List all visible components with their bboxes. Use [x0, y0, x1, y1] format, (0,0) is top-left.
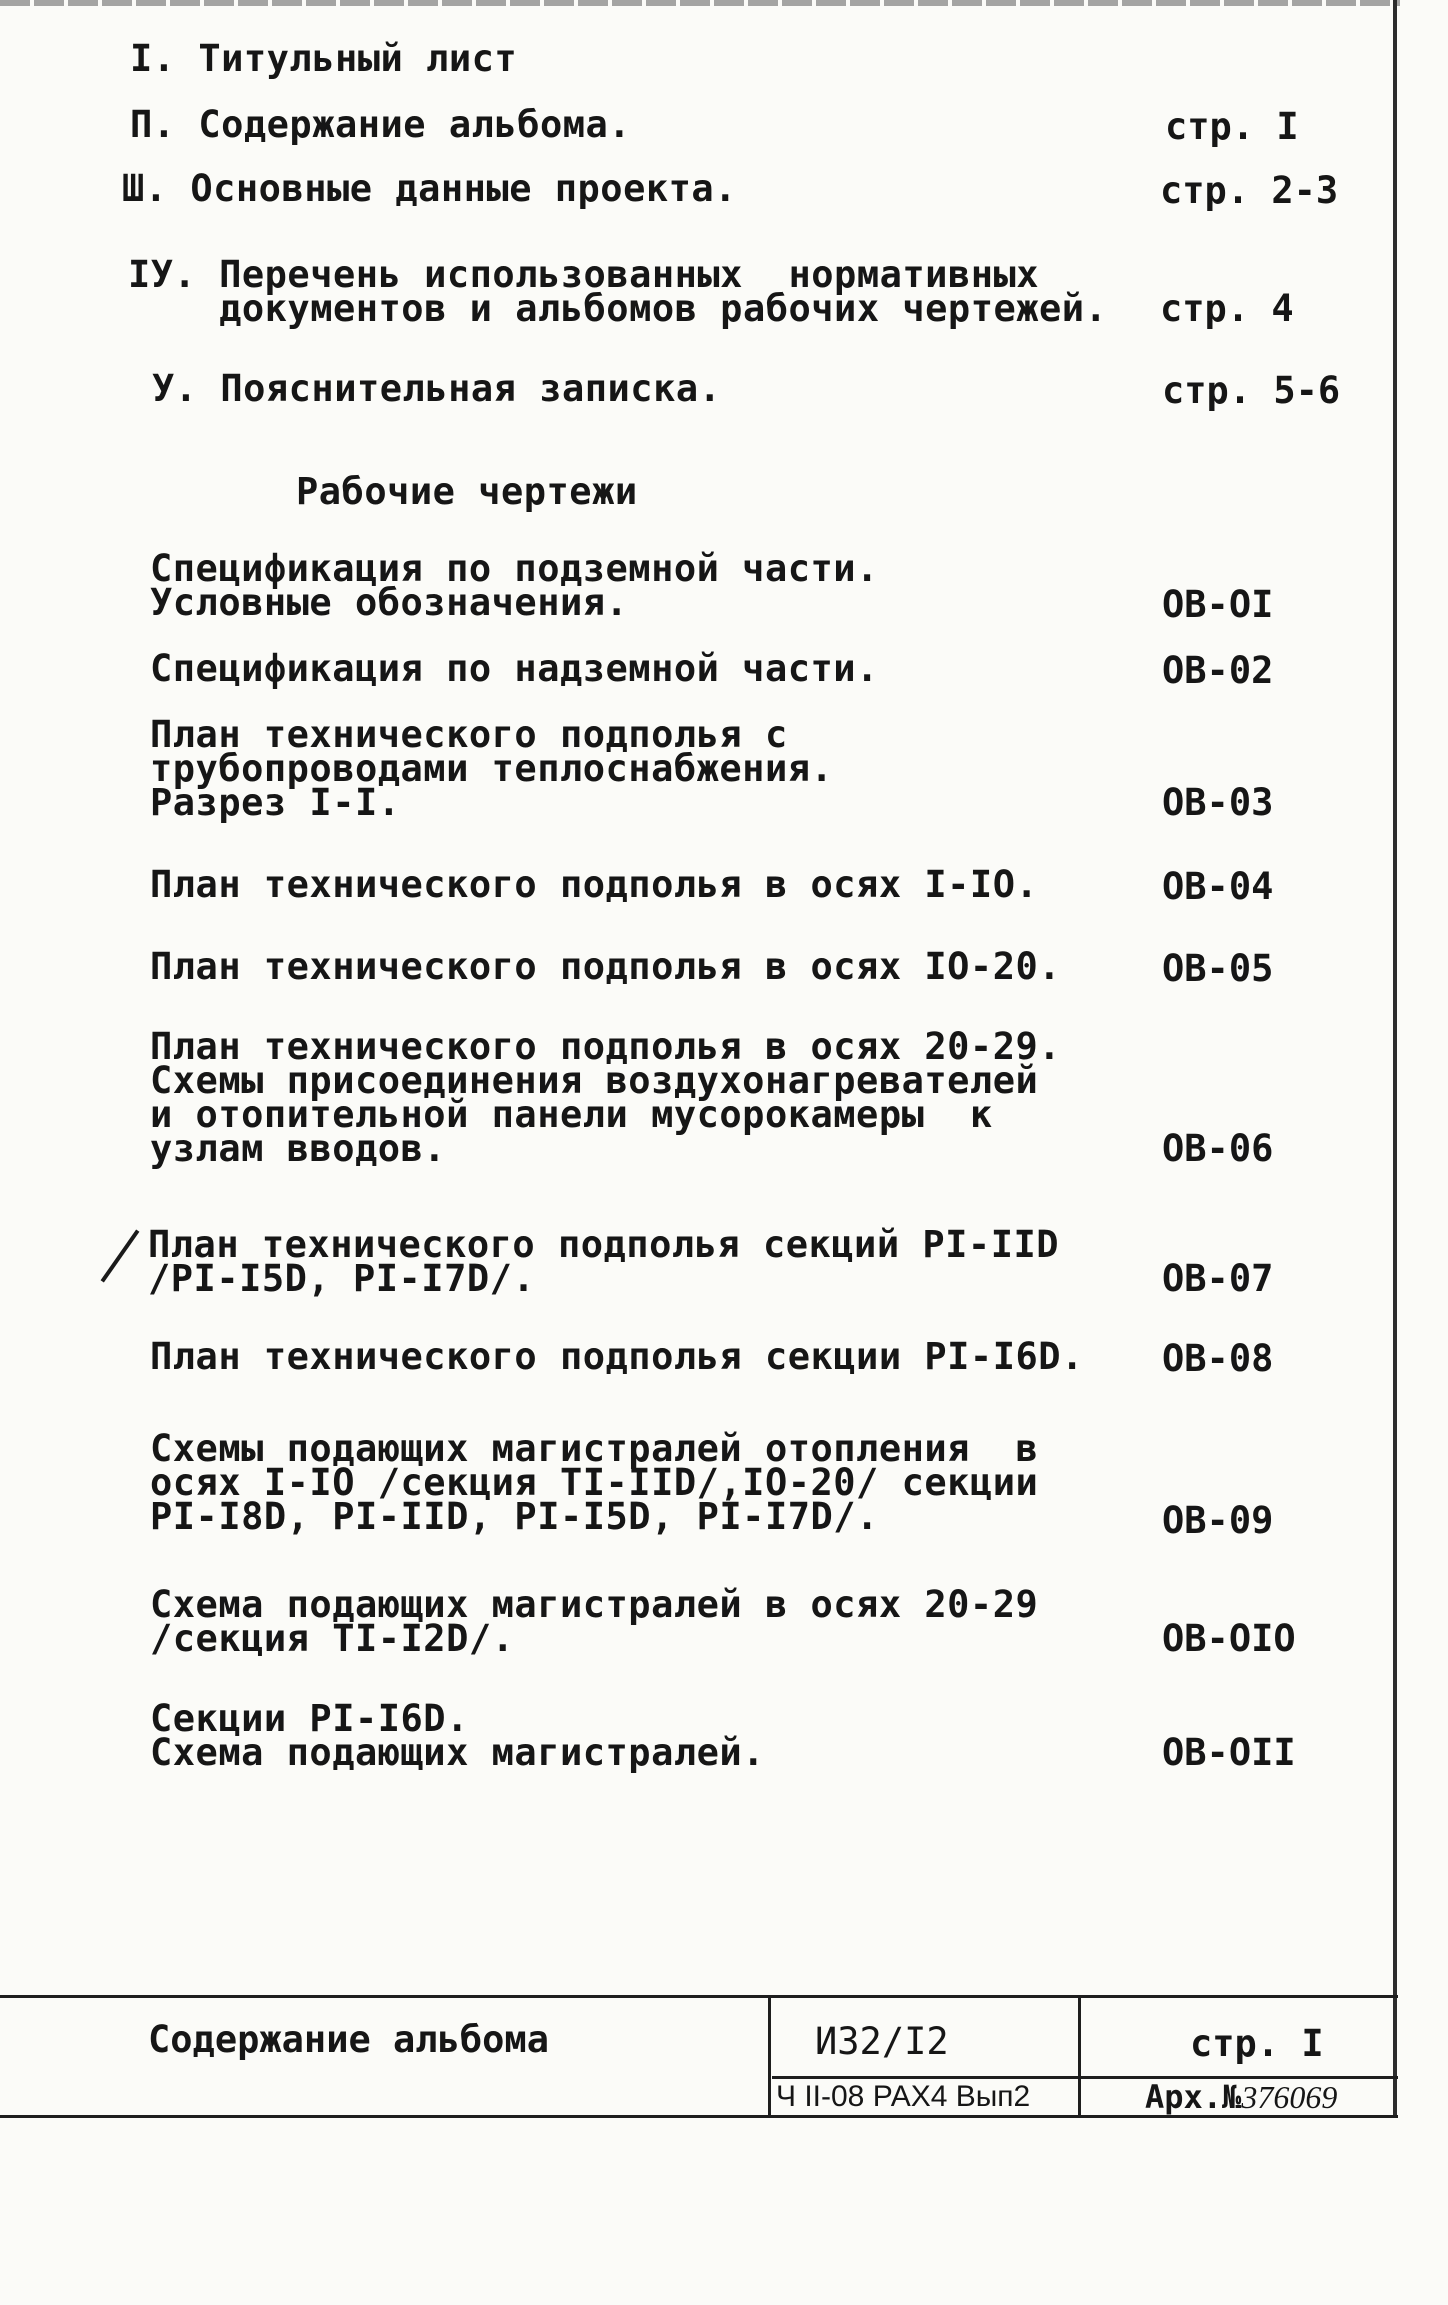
contents-item-album-contents: П. Содержание альбома. — [130, 103, 632, 146]
title-block-series: Ч II-08 РАХ4 Вып2 — [776, 2080, 1031, 2113]
title-block-divider-2 — [1078, 1998, 1081, 2115]
contents-ref-normative-docs: стр. 4 — [1160, 287, 1294, 330]
drawing-item-ov-07: План технического подполья секций PI-IID /PI-I5D, PI-I7D/. — [148, 1223, 1060, 1300]
title-block-code: И32/I2 — [815, 2020, 949, 2063]
section-heading-working-drawings: Рабочие чертежи — [296, 470, 638, 513]
frame-top-border — [0, 0, 1400, 6]
contents-item-project-data: Ш. Основные данные проекта. — [122, 167, 737, 210]
drawing-ref-ov-06: ОВ-06 — [1162, 1127, 1274, 1170]
drawing-ref-ov-01: ОВ-ОI — [1162, 583, 1274, 626]
drawing-ref-ov-011: ОВ-ОII — [1162, 1731, 1296, 1774]
drawing-item-ov-03: План технического подполья с трубопроводами теплоснабжения. Разрез I-I. — [150, 713, 834, 824]
contents-item-explanatory-note: У. Пояснительная записка. — [152, 367, 722, 410]
drawing-item-ov-08: План технического подполья секции PI-I6D. — [150, 1335, 1084, 1378]
drawing-item-ov-011: Секции PI-I6D. Схема подающих магистралей. — [150, 1697, 765, 1774]
drawing-ref-ov-02: ОВ-02 — [1162, 649, 1274, 692]
archive-number: 376069 — [1241, 2079, 1338, 2115]
drawing-item-ov-010: Схема подающих магистралей в осях 20-29 /секция ТI-I2D/. — [150, 1583, 1039, 1660]
drawing-item-ov-02: Спецификация по надземной части. — [150, 647, 879, 690]
title-block-archive — [1145, 2078, 1337, 2116]
drawing-ref-ov-010: ОВ-ОIО — [1162, 1617, 1296, 1660]
drawing-item-ov-06: План технического подполья в осях 20-29. Схемы присоединения воздухонагревателей и отопительной панели мусорокамеры к узлам вводов. — [150, 1025, 1062, 1170]
contents-ref-project-data: стр. 2-3 — [1160, 169, 1339, 212]
contents-ref-explanatory-note: стр. 5-6 — [1162, 369, 1341, 412]
title-block-title: Содержание альбома — [148, 2018, 549, 2061]
frame-right-border — [1393, 0, 1397, 2118]
drawing-item-ov-05: План технического подполья в осях IO-20. — [150, 945, 1062, 988]
contents-ref-album-contents: стр. I — [1165, 105, 1299, 148]
handwritten-bracket-mark — [101, 1229, 140, 1282]
drawing-ref-ov-03: ОВ-03 — [1162, 781, 1274, 824]
title-block — [0, 1995, 1398, 2118]
contents-item-title-sheet: I. Титульный лист — [130, 37, 518, 80]
drawing-ref-ov-08: ОВ-08 — [1162, 1337, 1274, 1380]
drawing-item-ov-01: Спецификация по подземной части. Условные обозначения. — [150, 547, 879, 624]
drawing-ref-ov-09: ОВ-09 — [1162, 1499, 1274, 1542]
drawing-item-ov-09: Схемы подающих магистралей отопления в осях I-IO /секция ТI-IID/,IO-20/ секции PI-I8D, PI-IID, PI-I5D, PI-I7D/. — [150, 1427, 1039, 1538]
drawing-ref-ov-05: ОВ-05 — [1162, 947, 1274, 990]
title-block-divider-1 — [768, 1998, 771, 2115]
drawing-ref-ov-07: ОВ-07 — [1162, 1257, 1274, 1300]
archive-label: Арх.№ — [1145, 2078, 1242, 2116]
drawing-item-ov-04: План технического подполья в осях I-IO. — [150, 863, 1039, 906]
drawing-ref-ov-04: ОВ-04 — [1162, 865, 1274, 908]
title-block-page: стр. I — [1190, 2022, 1324, 2065]
contents-item-normative-docs: IУ. Перечень использованных нормативных документов и альбомов рабочих чертежей. — [128, 253, 1108, 330]
